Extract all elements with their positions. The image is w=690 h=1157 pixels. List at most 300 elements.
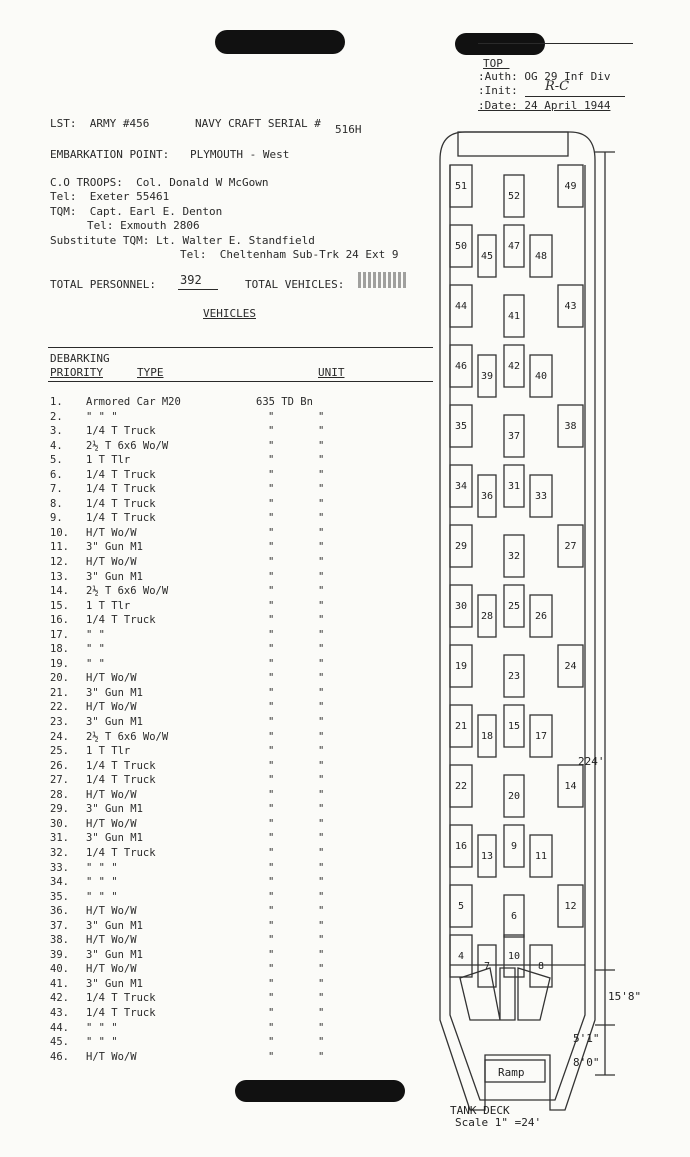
ditto-mark: " xyxy=(268,948,275,961)
vehicle-priority: 8. xyxy=(50,497,63,510)
vehicle-priority: 2. xyxy=(50,410,63,423)
vehicle-priority: 15. xyxy=(50,599,69,612)
ditto-mark: " xyxy=(318,759,325,772)
vehicle-type: H/T Wo/W xyxy=(86,817,137,830)
vehicle-slot-label: 7 xyxy=(483,961,491,972)
vehicle-priority: 9. xyxy=(50,512,63,525)
vehicle-slot-label: 34 xyxy=(454,481,468,492)
vehicle-priority: 14. xyxy=(50,585,69,598)
vehicle-priority: 21. xyxy=(50,686,69,699)
ditto-mark: " xyxy=(268,992,275,1005)
vehicle-slot-label: 21 xyxy=(454,721,468,732)
redaction-mark xyxy=(235,1080,405,1102)
vehicle-slot-label: 20 xyxy=(507,791,521,802)
vehicle-slot-label: 32 xyxy=(507,551,521,562)
col-unit: UNIT xyxy=(318,366,345,379)
ditto-mark: " xyxy=(268,905,275,918)
ditto-mark: " xyxy=(268,934,275,947)
dimension-small: 8'0" xyxy=(573,1056,600,1069)
substitute-telephone: Tel: Cheltenham Sub-Trk 24 Ext 9 xyxy=(180,248,399,261)
vehicle-type: H/T Wo/W xyxy=(86,672,137,685)
vehicle-type: 3" Gun M1 xyxy=(86,977,143,990)
vehicle-unit: 635 TD Bn xyxy=(256,396,313,408)
vehicle-priority: 36. xyxy=(50,905,69,918)
vehicle-type: " " " xyxy=(86,1036,118,1049)
ditto-mark: " xyxy=(318,614,325,627)
vehicle-row xyxy=(48,686,348,701)
vehicle-priority: 33. xyxy=(50,861,69,874)
col-debarking: DEBARKING xyxy=(50,352,110,365)
vehicle-slot-label: 39 xyxy=(480,371,494,382)
vehicle-type: 1/4 T Truck xyxy=(86,497,156,510)
ditto-mark: " xyxy=(318,992,325,1005)
vehicle-slot-label: 24 xyxy=(564,661,577,672)
vehicle-slot-label: 49 xyxy=(564,181,577,192)
vehicle-type: 3" Gun M1 xyxy=(86,803,143,816)
redaction-mark xyxy=(215,30,345,54)
total-personnel-label: TOTAL PERSONNEL: xyxy=(50,278,156,291)
ditto-mark: " xyxy=(318,846,325,859)
ditto-mark: " xyxy=(318,905,325,918)
vehicle-type: 1/4 T Truck xyxy=(86,425,156,438)
vehicle-priority: 42. xyxy=(50,992,69,1005)
vehicle-slot-label: 27 xyxy=(564,541,577,552)
ditto-mark: " xyxy=(268,570,275,583)
ditto-mark: " xyxy=(318,686,325,699)
vehicle-slot-label: 36 xyxy=(480,491,494,502)
ditto-mark: " xyxy=(318,512,325,525)
vehicle-type: 1 T Tlr xyxy=(86,599,131,612)
ditto-mark: " xyxy=(268,468,275,481)
ditto-mark: " xyxy=(268,672,275,685)
redaction-mark xyxy=(455,33,545,55)
ditto-mark: " xyxy=(268,861,275,874)
vehicle-type: 1/4 T Truck xyxy=(86,759,156,772)
vehicle-priority: 32. xyxy=(50,846,69,859)
ditto-mark: " xyxy=(318,701,325,714)
ditto-mark: " xyxy=(318,730,325,743)
vehicle-priority: 28. xyxy=(50,788,69,801)
col-type: TYPE xyxy=(137,366,164,379)
vehicle-slot-label: 5 xyxy=(457,901,465,912)
vehicle-slot-label: 37 xyxy=(507,431,521,442)
vehicle-slot-label: 50 xyxy=(454,241,468,252)
init-label: :Init: xyxy=(478,84,518,97)
vehicle-row xyxy=(48,861,348,876)
substitute-tqm: Substitute TQM: Lt. Walter E. Standfield xyxy=(50,234,315,247)
ditto-mark: " xyxy=(318,672,325,685)
vehicle-row xyxy=(48,1006,348,1021)
vehicle-type: 3" Gun M1 xyxy=(86,919,143,932)
vehicle-priority: 6. xyxy=(50,468,63,481)
ditto-mark: " xyxy=(268,846,275,859)
auth-line: :Auth: OG 29 Inf Div xyxy=(478,70,611,83)
ditto-mark: " xyxy=(318,832,325,845)
vehicle-type: H/T Wo/W xyxy=(86,788,137,801)
vehicle-slot-label: 18 xyxy=(480,731,494,742)
date-line: :Date: 24 April 1944 xyxy=(478,99,611,112)
table-header-rule xyxy=(48,381,433,382)
ditto-mark: " xyxy=(268,556,275,569)
vehicle-priority: 7. xyxy=(50,483,63,496)
deck-scale: Scale 1" =24' xyxy=(455,1116,542,1129)
vehicle-slot-label: 31 xyxy=(507,481,521,492)
vehicle-slot-label: 16 xyxy=(454,841,468,852)
vehicle-type: H/T Wo/W xyxy=(86,934,137,947)
vehicle-row xyxy=(48,933,348,948)
ditto-mark: " xyxy=(318,541,325,554)
col-priority: PRIORITY xyxy=(50,366,103,379)
vehicle-slot-label: 15 xyxy=(507,721,521,732)
ditto-mark: " xyxy=(318,977,325,990)
vehicle-priority: 20. xyxy=(50,672,69,685)
vehicle-row xyxy=(48,424,348,439)
ditto-mark: " xyxy=(268,745,275,758)
ditto-mark: " xyxy=(268,890,275,903)
ditto-mark: " xyxy=(318,1021,325,1034)
ditto-mark: " xyxy=(268,919,275,932)
vehicle-priority: 29. xyxy=(50,803,69,816)
navy-serial-value: 516H xyxy=(335,123,362,136)
vehicle-type: 1/4 T Truck xyxy=(86,468,156,481)
vehicle-row xyxy=(48,410,348,425)
vehicle-priority: 46. xyxy=(50,1050,69,1063)
ditto-mark: " xyxy=(268,614,275,627)
vehicle-row xyxy=(48,570,348,585)
classification-stamp: TOP xyxy=(483,57,510,70)
vehicle-slot-label: 52 xyxy=(507,191,521,202)
tqm-telephone: Tel: Exmouth 2806 xyxy=(87,219,200,232)
ditto-mark: " xyxy=(268,730,275,743)
vehicle-priority: 1. xyxy=(50,396,63,408)
vehicle-priority: 16. xyxy=(50,614,69,627)
vehicle-slot-label: 13 xyxy=(480,851,494,862)
vehicle-slot-label: 23 xyxy=(507,671,521,682)
vehicle-priority: 45. xyxy=(50,1036,69,1049)
ditto-mark: " xyxy=(268,977,275,990)
vehicle-row xyxy=(48,991,348,1006)
vehicle-type: " " " xyxy=(86,890,118,903)
ditto-mark: " xyxy=(268,585,275,598)
ditto-mark: " xyxy=(268,832,275,845)
ditto-mark: " xyxy=(318,934,325,947)
ditto-mark: " xyxy=(318,483,325,496)
ditto-mark: " xyxy=(318,1050,325,1063)
vehicle-row xyxy=(48,453,348,468)
vehicle-type: " " xyxy=(86,628,105,641)
vehicle-priority: 17. xyxy=(50,628,69,641)
embarkation-value: PLYMOUTH - West xyxy=(190,148,290,161)
vehicle-priority: 11. xyxy=(50,541,69,554)
vehicle-slot-label: 33 xyxy=(534,491,548,502)
ditto-mark: " xyxy=(268,686,275,699)
vehicle-type: H/T Wo/W xyxy=(86,963,137,976)
vehicle-priority: 40. xyxy=(50,963,69,976)
vehicle-type: H/T Wo/W xyxy=(86,701,137,714)
vehicle-priority: 19. xyxy=(50,657,69,670)
dimension-length: 224' xyxy=(578,755,605,768)
vehicle-type: " " " xyxy=(86,410,118,423)
vehicle-priority: 5. xyxy=(50,454,63,467)
vehicle-row xyxy=(48,671,348,686)
vehicle-slot-label: 25 xyxy=(507,601,521,612)
ditto-mark: " xyxy=(318,585,325,598)
lst-number: LST: ARMY #456 xyxy=(50,117,150,130)
ditto-mark: " xyxy=(268,483,275,496)
vehicle-type: H/T Wo/W xyxy=(86,905,137,918)
vehicle-priority: 26. xyxy=(50,759,69,772)
vehicle-priority: 27. xyxy=(50,774,69,787)
ditto-mark: " xyxy=(268,876,275,889)
vehicle-row xyxy=(48,439,348,454)
vehicle-slot-label: 10 xyxy=(507,951,521,962)
vehicle-row xyxy=(48,628,348,643)
ditto-mark: " xyxy=(268,1006,275,1019)
section-title: VEHICLES xyxy=(203,307,256,320)
vehicle-row xyxy=(48,948,348,963)
ditto-mark: " xyxy=(268,759,275,772)
vehicle-row xyxy=(48,817,348,832)
vehicle-type: H/T Wo/W xyxy=(86,556,137,569)
ditto-mark: " xyxy=(268,410,275,423)
ditto-mark: " xyxy=(318,643,325,656)
navy-serial-label: NAVY CRAFT SERIAL # xyxy=(195,117,321,130)
vehicle-slot-label: 41 xyxy=(507,311,521,322)
vehicle-slot-label: 46 xyxy=(454,361,468,372)
vehicle-slot-label: 26 xyxy=(534,611,548,622)
vehicle-row xyxy=(48,657,348,672)
deck-title: TANK DECK xyxy=(450,1104,510,1117)
vehicle-priority: 37. xyxy=(50,919,69,932)
ditto-mark: " xyxy=(268,803,275,816)
ditto-mark: " xyxy=(318,657,325,670)
ditto-mark: " xyxy=(318,919,325,932)
vehicle-type: 2½ T 6x6 Wo/W xyxy=(86,585,169,598)
vehicle-row xyxy=(48,1021,348,1036)
vehicle-row xyxy=(48,540,348,555)
vehicle-slot-label: 48 xyxy=(534,251,548,262)
vehicle-priority: 12. xyxy=(50,556,69,569)
ditto-mark: " xyxy=(268,1021,275,1034)
ditto-mark: " xyxy=(318,454,325,467)
ditto-mark: " xyxy=(318,861,325,874)
vehicle-priority: 34. xyxy=(50,876,69,889)
vehicle-row xyxy=(48,919,348,934)
vehicle-slot-label: 6 xyxy=(510,911,518,922)
ditto-mark: " xyxy=(268,1050,275,1063)
vehicle-row xyxy=(48,759,348,774)
co-troops: C.O TROOPS: Col. Donald W McGown xyxy=(50,176,269,189)
vehicle-type: 3" Gun M1 xyxy=(86,716,143,729)
ditto-mark: " xyxy=(318,570,325,583)
vehicle-priority: 13. xyxy=(50,570,69,583)
ditto-mark: " xyxy=(318,890,325,903)
vehicle-row xyxy=(48,846,348,861)
vehicle-slot-label: 4 xyxy=(457,951,465,962)
vehicle-slot-label: 17 xyxy=(534,731,548,742)
vehicle-type: Armored Car M20 xyxy=(86,396,181,408)
vehicle-priority: 25. xyxy=(50,745,69,758)
vehicle-slot-label: 14 xyxy=(564,781,577,792)
ditto-mark: " xyxy=(318,526,325,539)
vehicle-type: 1/4 T Truck xyxy=(86,614,156,627)
vehicle-priority: 39. xyxy=(50,948,69,961)
vehicle-row xyxy=(48,788,348,803)
vehicle-type: 1/4 T Truck xyxy=(86,846,156,859)
ditto-mark: " xyxy=(268,541,275,554)
ramp-vehicles xyxy=(460,968,550,1020)
vehicle-row xyxy=(48,1035,348,1050)
vehicle-slot-label: 9 xyxy=(510,841,518,852)
vehicle-slot-label: 47 xyxy=(507,241,521,252)
vehicle-row xyxy=(48,875,348,890)
vehicle-slot-label: 35 xyxy=(454,421,468,432)
vehicle-priority: 22. xyxy=(50,701,69,714)
vehicle-priority: 43. xyxy=(50,1006,69,1019)
personnel-underline xyxy=(178,289,218,290)
vehicle-type: " " " xyxy=(86,876,118,889)
vehicle-type: 1 T Tlr xyxy=(86,454,131,467)
ditto-mark: " xyxy=(318,425,325,438)
vehicle-row xyxy=(48,744,348,759)
ditto-mark: " xyxy=(318,948,325,961)
ditto-mark: " xyxy=(318,876,325,889)
vehicle-slot-label: 12 xyxy=(564,901,577,912)
vehicle-row xyxy=(48,584,348,599)
vehicle-row xyxy=(48,700,348,715)
vehicle-type: 3" Gun M1 xyxy=(86,948,143,961)
vehicle-row xyxy=(48,1050,348,1065)
dimension-ramp-area: 15'8" xyxy=(608,990,642,1003)
ditto-mark: " xyxy=(318,817,325,830)
ditto-mark: " xyxy=(318,556,325,569)
vehicle-type: 3" Gun M1 xyxy=(86,832,143,845)
total-vehicles-smudge xyxy=(358,272,406,288)
vehicle-row xyxy=(48,831,348,846)
ditto-mark: " xyxy=(268,817,275,830)
deck-outline xyxy=(400,120,690,1150)
vehicle-type: " " " xyxy=(86,1021,118,1034)
vehicle-row xyxy=(48,526,348,541)
vehicle-priority: 10. xyxy=(50,526,69,539)
vehicle-row xyxy=(48,642,348,657)
table-top-rule xyxy=(48,347,433,348)
vehicle-row xyxy=(48,773,348,788)
ditto-mark: " xyxy=(318,963,325,976)
vehicle-row xyxy=(48,802,348,817)
vehicle-type: " " " xyxy=(86,861,118,874)
ditto-mark: " xyxy=(318,774,325,787)
vehicle-row xyxy=(48,468,348,483)
vehicle-priority: 41. xyxy=(50,977,69,990)
vehicle-row xyxy=(48,497,348,512)
ditto-mark: " xyxy=(268,425,275,438)
ditto-mark: " xyxy=(268,628,275,641)
vehicle-slot-label: 40 xyxy=(534,371,548,382)
vehicle-row xyxy=(48,555,348,570)
vehicle-priority: 38. xyxy=(50,934,69,947)
ramp-label: Ramp xyxy=(498,1066,525,1079)
vehicle-slot-label: 8 xyxy=(537,961,545,972)
vehicle-slot-label: 45 xyxy=(480,251,494,262)
vehicle-slot-label: 38 xyxy=(564,421,577,432)
vehicle-priority: 23. xyxy=(50,716,69,729)
vehicle-slot-label: 43 xyxy=(564,301,577,312)
vehicle-slot-label: 22 xyxy=(454,781,468,792)
vehicle-type: 1/4 T Truck xyxy=(86,774,156,787)
vehicle-slot-label: 44 xyxy=(454,301,468,312)
vehicle-slot-label: 11 xyxy=(534,851,548,862)
ditto-mark: " xyxy=(268,599,275,612)
tank-deck-plan xyxy=(400,120,690,1150)
ditto-mark: " xyxy=(268,701,275,714)
ditto-mark: " xyxy=(318,628,325,641)
vehicle-type: 3" Gun M1 xyxy=(86,541,143,554)
vehicle-slot-label: 51 xyxy=(454,181,468,192)
vehicle-row xyxy=(48,977,348,992)
vehicle-type: " " xyxy=(86,657,105,670)
ditto-mark: " xyxy=(318,497,325,510)
ditto-mark: " xyxy=(318,599,325,612)
ditto-mark: " xyxy=(318,410,325,423)
vehicle-priority: 30. xyxy=(50,817,69,830)
vehicle-type: H/T Wo/W xyxy=(86,526,137,539)
vehicle-slot-label: 28 xyxy=(480,611,494,622)
vehicle-row xyxy=(48,613,348,628)
vehicle-type: 2½ T 6x6 Wo/W xyxy=(86,439,169,452)
vehicle-priority: 18. xyxy=(50,643,69,656)
bow-rect xyxy=(458,132,568,156)
vehicle-row xyxy=(48,730,348,745)
vehicle-row xyxy=(48,482,348,497)
ditto-mark: " xyxy=(268,657,275,670)
ditto-mark: " xyxy=(318,745,325,758)
vehicle-type: " " xyxy=(86,643,105,656)
vehicle-slot-label: 29 xyxy=(454,541,468,552)
ditto-mark: " xyxy=(268,454,275,467)
co-telephone: Tel: Exeter 55461 xyxy=(50,190,170,203)
vehicle-priority: 3. xyxy=(50,425,63,438)
vehicle-type: H/T Wo/W xyxy=(86,1050,137,1063)
hull-outline xyxy=(440,132,595,1110)
vehicle-row xyxy=(48,599,348,614)
vehicle-slot-label: 42 xyxy=(507,361,521,372)
vehicle-priority: 4. xyxy=(50,439,63,452)
ditto-mark: " xyxy=(268,439,275,452)
ditto-mark: " xyxy=(268,716,275,729)
vehicle-row xyxy=(48,890,348,905)
embarkation-label: EMBARKATION POINT: xyxy=(50,148,170,161)
total-personnel-value: 392 xyxy=(180,273,202,287)
vehicle-priority: 44. xyxy=(50,1021,69,1034)
vehicle-type: 1/4 T Truck xyxy=(86,992,156,1005)
vehicle-list xyxy=(48,395,348,1064)
vehicle-row xyxy=(48,904,348,919)
vehicle-priority: 31. xyxy=(50,832,69,845)
ditto-mark: " xyxy=(318,468,325,481)
vehicle-type: 1/4 T Truck xyxy=(86,1006,156,1019)
vehicle-type: 1/4 T Truck xyxy=(86,512,156,525)
header-rule xyxy=(478,43,633,44)
tqm: TQM: Capt. Earl E. Denton xyxy=(50,205,223,218)
total-vehicles-label: TOTAL VEHICLES: xyxy=(245,278,345,291)
ditto-mark: " xyxy=(268,526,275,539)
ditto-mark: " xyxy=(318,439,325,452)
vehicle-type: 1 T Tlr xyxy=(86,745,131,758)
vehicle-priority: 35. xyxy=(50,890,69,903)
ditto-mark: " xyxy=(268,963,275,976)
ditto-mark: " xyxy=(318,803,325,816)
